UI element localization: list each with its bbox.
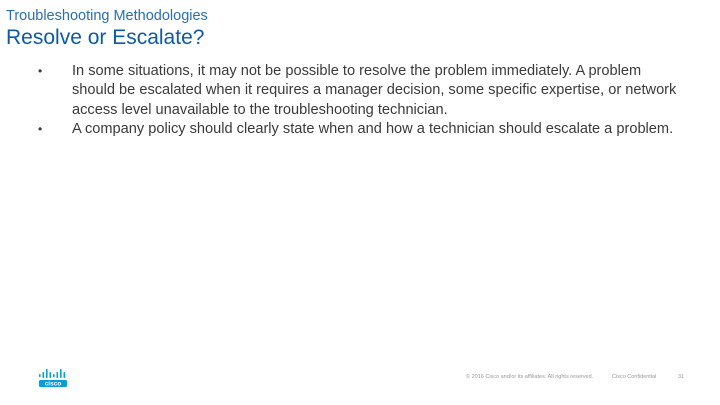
slide-title: Resolve or Escalate?	[6, 26, 205, 49]
bullet-list	[0, 62, 720, 140]
bullet-item	[0, 120, 720, 139]
bullet-text: A company policy should clearly state when and how a technician should escalate a problem.	[72, 121, 674, 138]
bullet-item	[0, 62, 720, 120]
bullet-text: In some situations, it may not be possible to resolve the problem immediately. A problem should be escalated when it requires a manager decision, some specific expertise, or network access level unavailable to the troubleshooting technician.	[72, 63, 677, 118]
cisco-logo-icon	[38, 368, 68, 388]
bullet-marker-icon: •	[38, 122, 43, 137]
section-title: Troubleshooting Methodologies	[6, 8, 208, 24]
footer-classification: Cisco Confidential	[612, 374, 657, 380]
footer-copyright: © 2016 Cisco and/or its affiliates. All rights reserved.	[466, 374, 594, 380]
bullet-marker-icon: •	[38, 64, 43, 78]
svg-text:cisco: cisco	[44, 380, 62, 388]
page-number: 31	[678, 374, 685, 380]
